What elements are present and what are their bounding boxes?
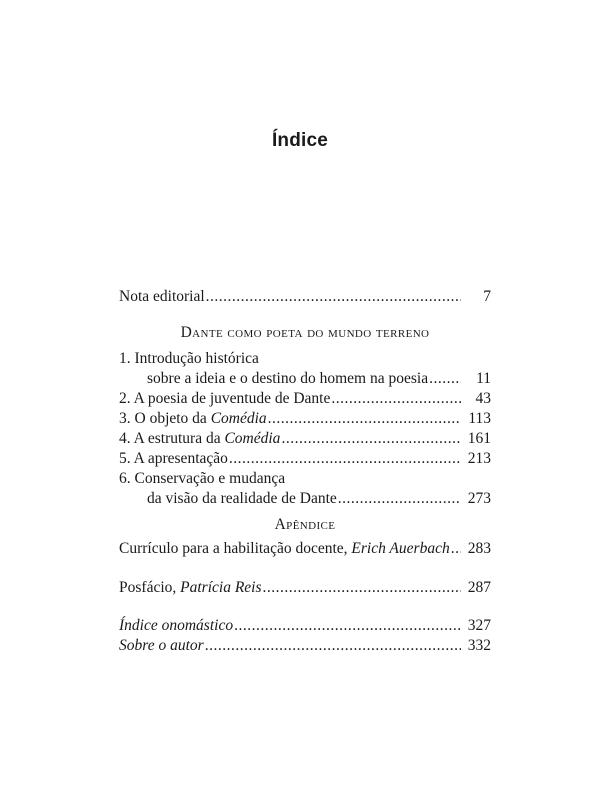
toc-entry-label: sobre a ideia e o destino do homem na poesia [147,370,429,387]
toc-entry [119,489,491,509]
toc-entry-page: 327 [467,617,491,634]
toc-entry-label: 2. A poesia de juventude de Dante [119,390,331,407]
dot-leader [206,287,461,307]
toc-entry-label-text: Currículo para a habilitação docente, [119,540,352,557]
toc-entry-page: 213 [467,450,491,467]
toc-entry-label: 5. A apresentação [119,450,228,467]
dot-leader [229,449,461,469]
toc-entry [119,449,491,469]
toc-entry-label: Nota editorial [119,288,205,305]
dot-leader [429,369,461,389]
toc-entry-label-italic: Erich Auerbach [351,540,450,557]
section-heading: Dante como poeta do mundo terreno [180,324,430,341]
toc-entry-page: 161 [467,430,491,447]
toc-posfacio [119,578,491,598]
dot-leader [268,409,461,429]
page-title: Índice [271,130,329,151]
toc-entry [119,539,491,559]
toc-section-apendice [119,515,491,559]
section-heading: Apêndice [274,516,336,533]
toc-entry-page: 113 [468,410,491,427]
dot-leader [338,489,461,509]
toc-nota-editorial [119,287,491,307]
toc-entry-page: 43 [475,390,491,407]
toc-entry-label: Sobre o autor [119,637,204,654]
toc-entry-label: 1. Introdução histórica [119,350,259,367]
toc-entry-page: 7 [483,288,491,305]
dot-leader [451,539,461,559]
toc-entry-page: 11 [476,370,491,387]
toc-section-dante [119,323,491,509]
dot-leader [281,429,461,449]
toc-entry-page: 287 [467,579,491,596]
toc-entry-label [119,409,267,429]
toc-entry-label-text: 3. O objeto da [119,410,211,427]
toc-entry-label-text: 4. A estrutura da [119,430,225,447]
toc-entry-page: 283 [467,540,491,557]
toc-entry-label-italic: Patrícia Reis [180,579,262,596]
toc-entry-label-italic: Comédia [210,410,267,427]
toc-entry [119,578,491,598]
toc-entry-label [119,429,280,449]
toc-entry-page: 273 [467,490,491,507]
toc-entry-label: 6. Conservação e mudança [119,470,286,487]
toc-entry [119,429,491,449]
toc-entry-label-text: Posfácio, [119,579,181,596]
toc-entry-page: 332 [467,637,491,654]
dot-leader [205,636,461,656]
toc-entry [119,389,491,409]
dot-leader [234,616,461,636]
dot-leader [263,578,461,598]
toc-entry-label: Índice onomástico [119,617,234,634]
toc-entry [119,616,491,636]
toc-entry-label: da visão da realidade de Dante [147,490,337,507]
toc-entry [119,369,491,389]
toc-entry [119,636,491,656]
toc-entry-label [119,539,450,559]
toc-entry [119,287,491,307]
dot-leader [331,389,461,409]
toc-entry-label-italic: Comédia [224,430,281,447]
toc-entry-label [119,578,262,598]
toc-back-matter [119,616,491,656]
toc-entry [119,409,491,429]
